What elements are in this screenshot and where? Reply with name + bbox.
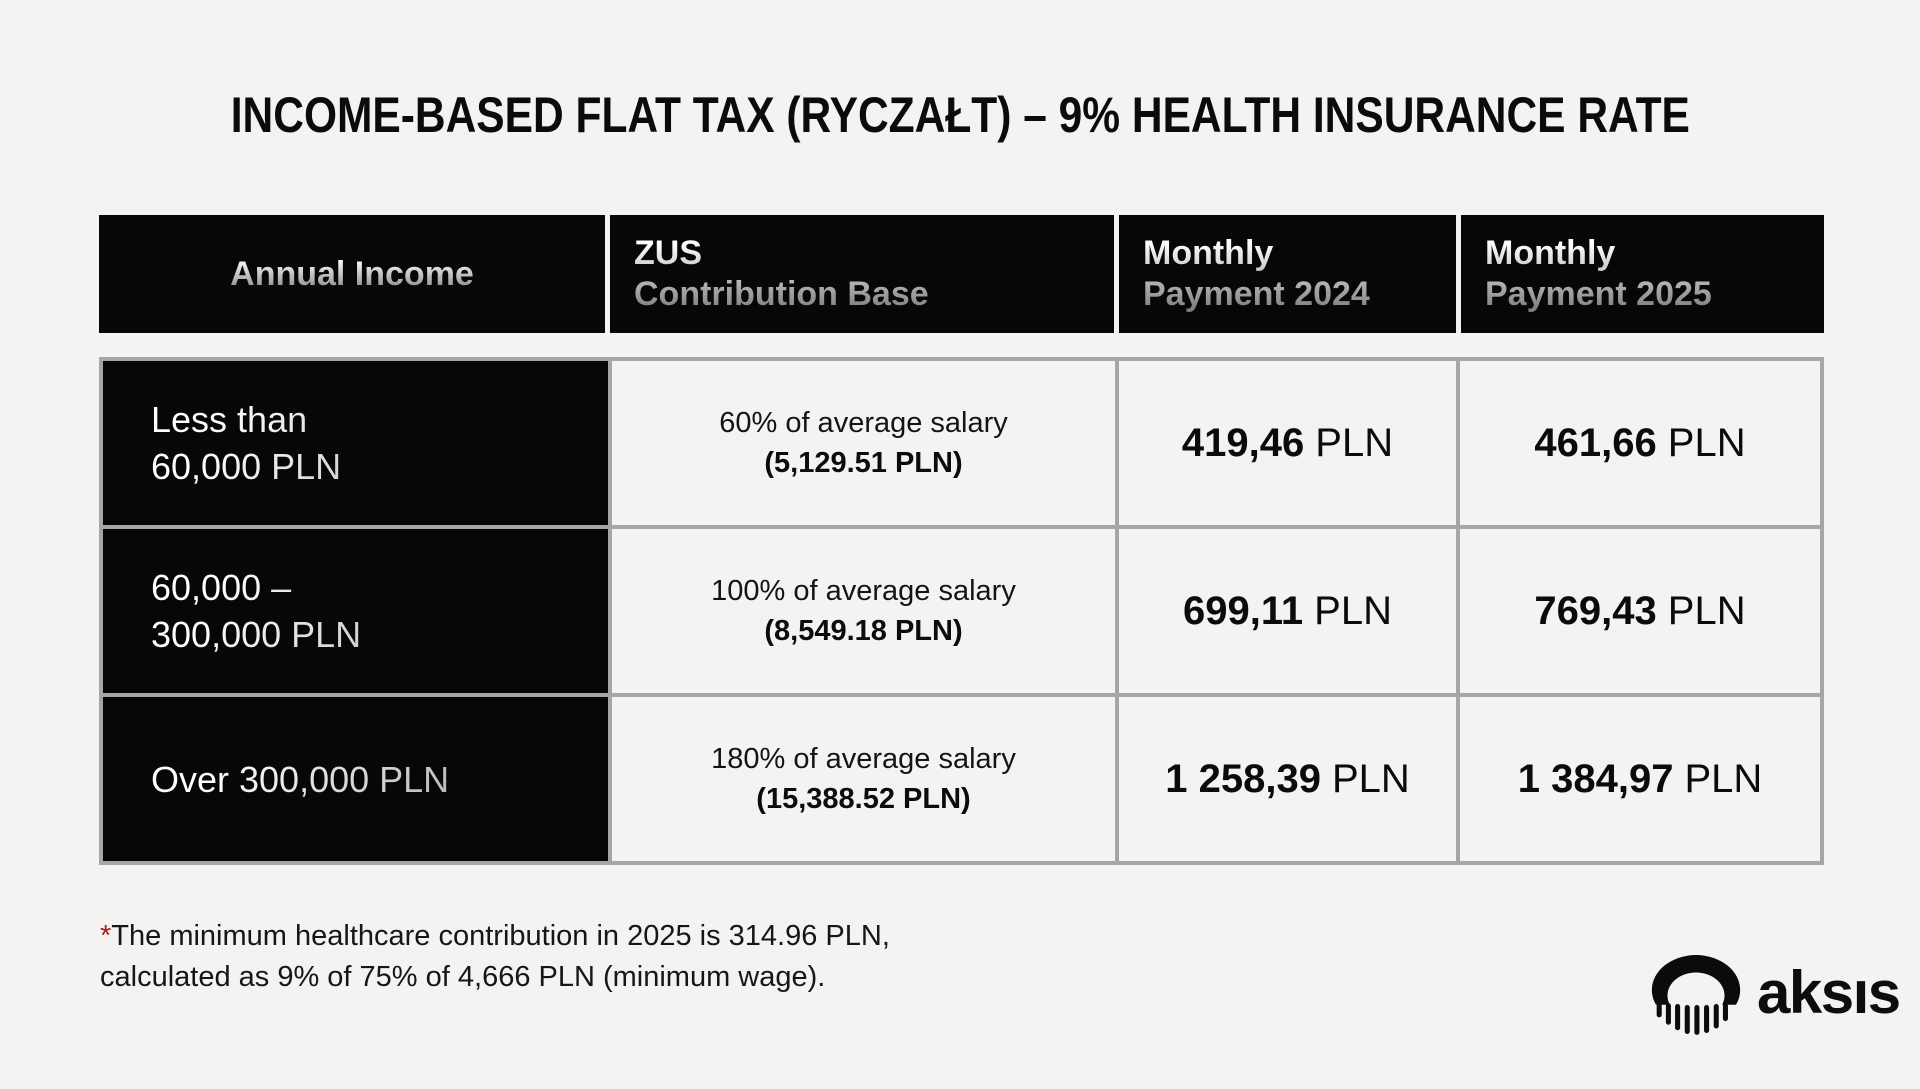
header-monthly-payment-2024: Monthly Payment 2024 [1119, 215, 1456, 333]
cell-base-row2: 100% of average salary (8,549.18 PLN) [612, 529, 1115, 693]
footnote-asterisk: * [100, 920, 112, 952]
cell-payment2025-row3: 1 384,97 PLN [1460, 697, 1820, 861]
tax-table-header [99, 215, 1824, 333]
column-drum-icon [1650, 953, 1742, 1039]
tax-table-body [99, 357, 1824, 865]
cell-payment2024-row2: 699,11 PLN [1119, 529, 1456, 693]
brand-name: aksıs [1757, 959, 1900, 1026]
cell-income-row2: 60,000 – 300,000 PLN [103, 529, 608, 693]
cell-income-row3: Over 300,000 PLN [103, 697, 608, 861]
cell-income-row1: Less than 60,000 PLN [103, 361, 608, 525]
cell-payment2025-row1: 461,66 PLN [1460, 361, 1820, 525]
header-zus-contribution-base: ZUS Contribution Base [610, 215, 1114, 333]
cell-payment2024-row3: 1 258,39 PLN [1119, 697, 1456, 861]
aksis-logo [1650, 953, 1900, 1039]
page-title: INCOME-BASED FLAT TAX (RYCZAŁT) – 9% HEALTH INSURANCE RATE [230, 87, 1690, 143]
cell-payment2025-row2: 769,43 PLN [1460, 529, 1820, 693]
cell-base-row3: 180% of average salary (15,388.52 PLN) [612, 697, 1115, 861]
cell-payment2024-row1: 419,46 PLN [1119, 361, 1456, 525]
header-monthly-payment-2025: Monthly Payment 2025 [1461, 215, 1824, 333]
footnote: *The minimum healthcare contribution in 2025 is 314.96 PLN, calculated as 9% of 75% of 4,666 PLN (minimum wage). [100, 920, 890, 993]
cell-base-row1: 60% of average salary (5,129.51 PLN) [612, 361, 1115, 525]
header-annual-income: Annual Income [99, 215, 605, 333]
